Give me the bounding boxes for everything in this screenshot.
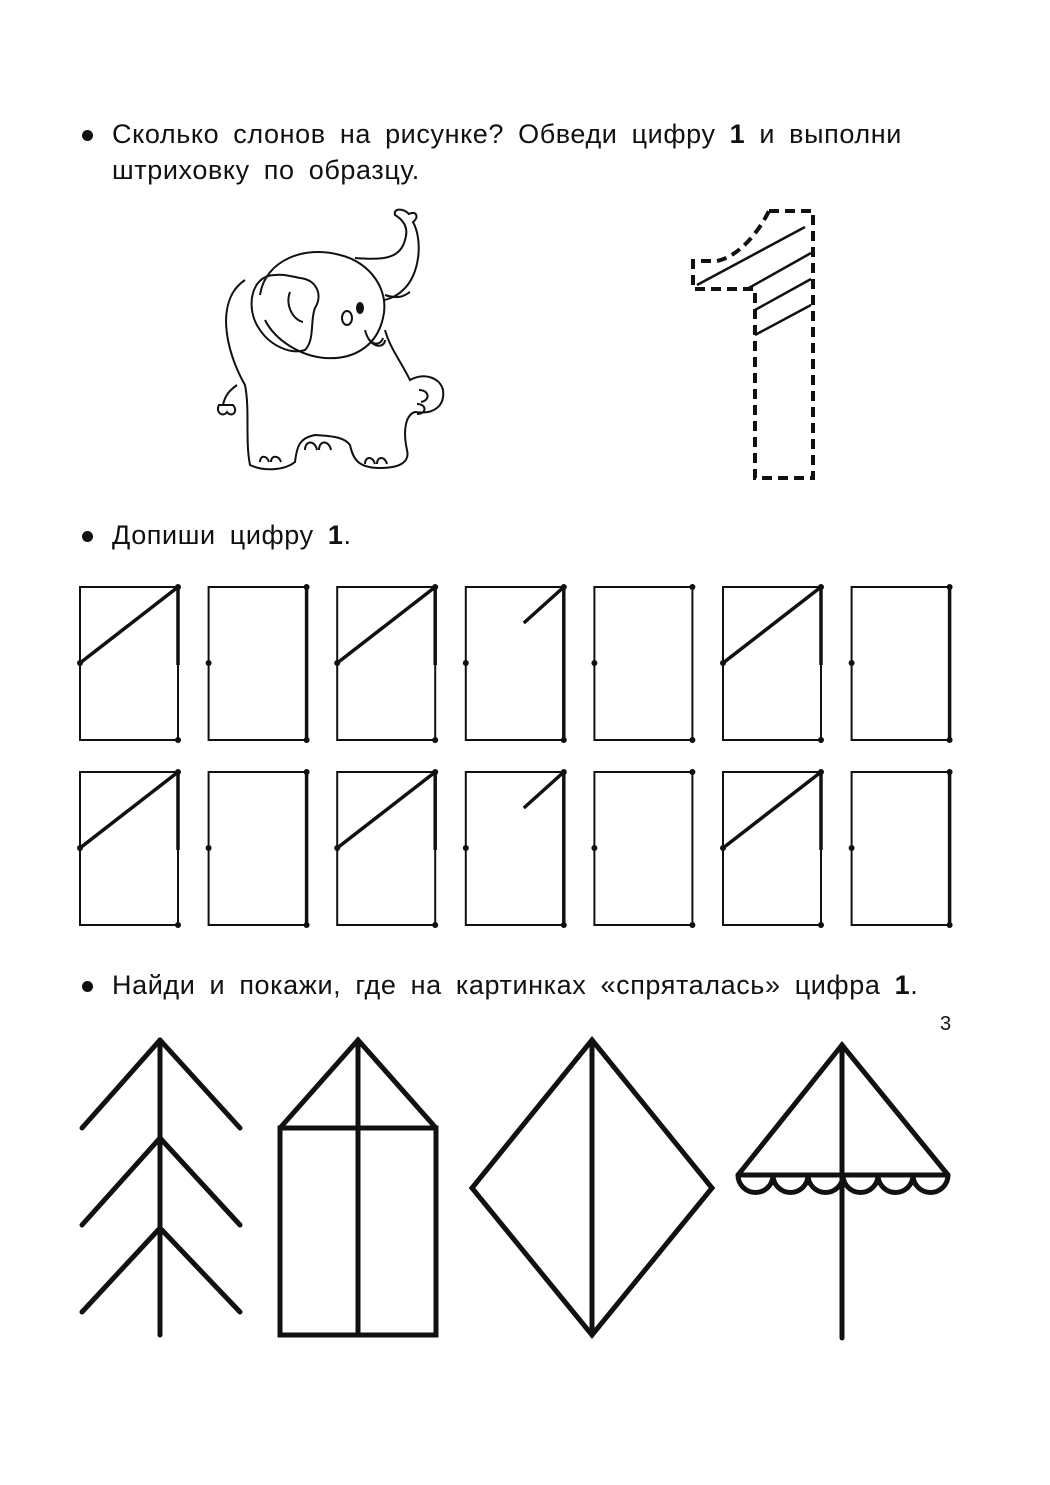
- task-2-text: Допиши цифру 1.: [112, 520, 352, 550]
- kite: [472, 1040, 712, 1335]
- task-1-text: Сколько слонов на рисунке? Обведи цифру 1 и выполни штриховку по образцу.: [112, 119, 902, 185]
- umbrella: [738, 1045, 948, 1338]
- fir-tree: [82, 1040, 240, 1335]
- house: [280, 1040, 436, 1335]
- page-number: 3: [940, 1013, 952, 1035]
- task-3-text: Найди и покажи, где на картинках «спряталась» цифра 1.: [112, 970, 919, 1000]
